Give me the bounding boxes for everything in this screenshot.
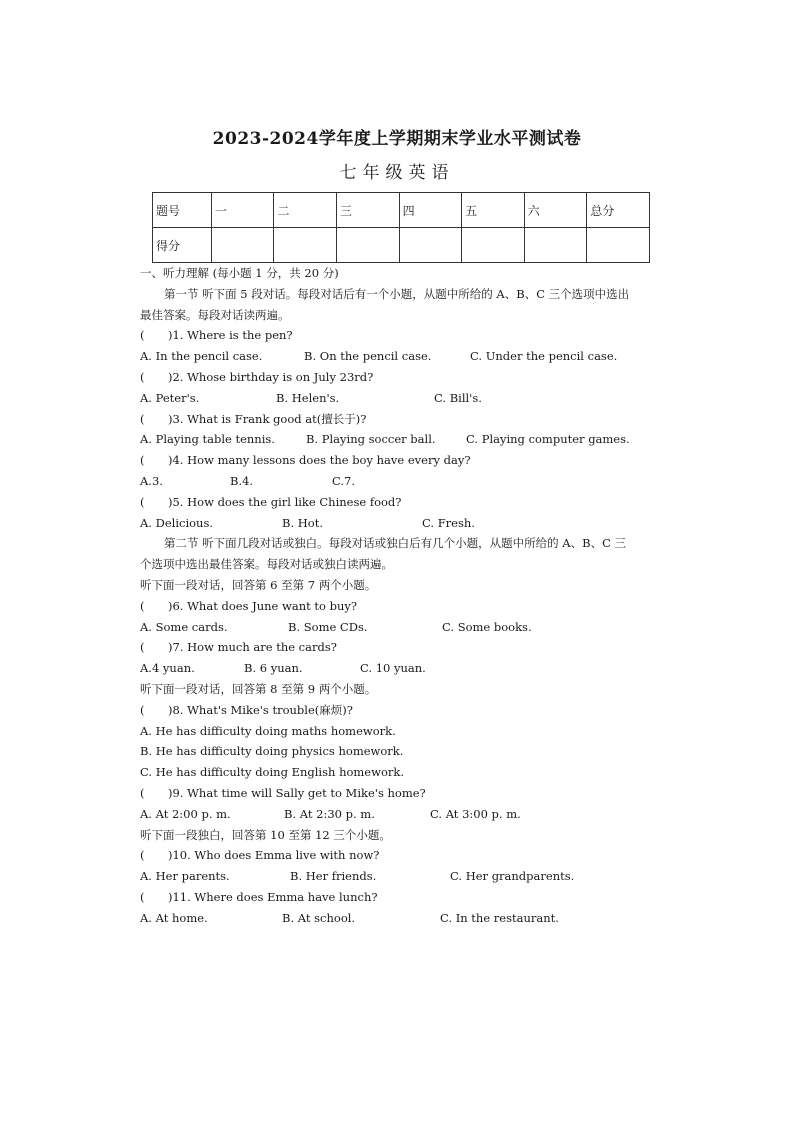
option-row [140, 866, 660, 887]
score-cell: 四 [399, 193, 462, 228]
score-input-cell[interactable] [462, 228, 525, 263]
option-row [140, 346, 660, 367]
page-subtitle: 七年级英语 [339, 163, 455, 183]
option-row [140, 429, 660, 450]
option-a: A. Her parents. [140, 869, 230, 884]
answer-blank[interactable]: ( [140, 702, 145, 717]
question-text: )1. Where is the pen? [168, 328, 293, 343]
option-row [140, 908, 660, 929]
option-a: A.4 yuan. [140, 661, 195, 676]
score-table [152, 192, 650, 263]
answer-blank[interactable]: ( [140, 889, 145, 904]
option-b: B. At school. [282, 910, 356, 925]
option-c: C. Playing computer games. [466, 432, 630, 447]
question [140, 887, 660, 908]
question-text: )9. What time will Sally get to Mike's home? [168, 785, 426, 800]
score-input-cell[interactable] [211, 228, 274, 263]
score-cell: 得分 [153, 228, 212, 263]
answer-blank[interactable]: ( [140, 785, 145, 800]
question [140, 409, 660, 430]
score-cell: 六 [524, 193, 587, 228]
score-cell: 一 [211, 193, 274, 228]
answer-blank[interactable]: ( [140, 328, 145, 343]
option-b: B. 6 yuan. [244, 661, 303, 676]
option-b: B. He has difficulty doing physics homework. [140, 744, 404, 759]
exam-content [140, 263, 660, 929]
answer-blank[interactable]: ( [140, 494, 145, 509]
score-table-score-row [153, 228, 650, 263]
answer-blank[interactable]: ( [140, 848, 145, 863]
score-cell: 总分 [587, 193, 650, 228]
score-input-cell[interactable] [524, 228, 587, 263]
answer-blank[interactable]: ( [140, 369, 145, 384]
listening-note: 听下面一段对话，回答第 6 至第 7 两个小题。 [140, 577, 377, 592]
question [140, 596, 660, 617]
option-c: C. Under the pencil case. [470, 349, 618, 364]
question [140, 450, 660, 471]
instruction-line: 第二节 听下面几段对话或独白。每段对话或独白后有几个小题，从题中所给的 A、B、C 三 [164, 536, 627, 551]
answer-blank[interactable]: ( [140, 598, 145, 613]
question-text: )8. What's Mike's trouble(麻烦)? [168, 702, 353, 717]
score-input-cell[interactable] [399, 228, 462, 263]
option-b: B. At 2:30 p. m. [284, 806, 375, 821]
question-text: )7. How much are the cards? [168, 640, 337, 655]
option-row [140, 804, 660, 825]
question [140, 637, 660, 658]
question-text: )11. Where does Emma have lunch? [168, 889, 378, 904]
option-c: C. Some books. [442, 619, 532, 634]
score-cell: 题号 [153, 193, 212, 228]
option-a: A. Peter's. [140, 390, 200, 405]
option-c: C. Her grandparents. [450, 869, 575, 884]
option-row [140, 388, 660, 409]
question [140, 783, 660, 804]
option-a: A. In the pencil case. [140, 349, 263, 364]
question [140, 700, 660, 721]
option-row [140, 471, 660, 492]
option-c: C. Fresh. [422, 515, 475, 530]
question-text: )10. Who does Emma live with now? [168, 848, 380, 863]
page-title: 2023-2024学年度上学期期末学业水平测试卷 [212, 129, 582, 149]
option-row [140, 513, 660, 534]
option-a: A. Some cards. [140, 619, 228, 634]
option-c: C. At 3:00 p. m. [430, 806, 521, 821]
answer-blank[interactable]: ( [140, 411, 145, 426]
question [140, 845, 660, 866]
option-row [140, 617, 660, 638]
score-cell: 五 [462, 193, 525, 228]
option-b: B. Some CDs. [288, 619, 368, 634]
question-text: )3. What is Frank good at(擅长于)? [168, 411, 367, 426]
question [140, 367, 660, 388]
instruction-line: 个选项中选出最佳答案。每段对话或独白读两遍。 [140, 557, 393, 572]
instruction-line: 最佳答案。每段对话读两遍。 [140, 307, 290, 322]
score-input-cell[interactable] [274, 228, 337, 263]
score-input-cell[interactable] [587, 228, 650, 263]
score-cell: 二 [274, 193, 337, 228]
option-b: B. Helen's. [276, 390, 340, 405]
option-c: C. Bill's. [434, 390, 482, 405]
option-c: C. 10 yuan. [360, 661, 426, 676]
question-text: )4. How many lessons does the boy have every day? [168, 453, 471, 468]
option-row [140, 658, 660, 679]
option-b: B. Hot. [282, 515, 323, 530]
answer-blank[interactable]: ( [140, 640, 145, 655]
option-b: B. On the pencil case. [304, 349, 432, 364]
option-c: C.7. [332, 473, 356, 488]
option-a: A. At home. [140, 910, 208, 925]
question-text: )5. How does the girl like Chinese food? [168, 494, 402, 509]
option-c: C. In the restaurant. [440, 910, 559, 925]
question-text: )6. What does June want to buy? [168, 598, 358, 613]
answer-blank[interactable]: ( [140, 453, 145, 468]
option-a: A. At 2:00 p. m. [140, 806, 231, 821]
option-a: A. He has difficulty doing maths homework. [140, 723, 396, 738]
score-table-header-row [153, 193, 650, 228]
option-a: A.3. [140, 473, 163, 488]
listening-note: 听下面一段独白，回答第 10 至第 12 三个小题。 [140, 827, 391, 842]
question [140, 492, 660, 513]
option-b: B.4. [230, 473, 254, 488]
instruction-line: 第一节 听下面 5 段对话。每段对话后有一个小题，从题中所给的 A、B、C 三个选项中选出 [164, 286, 630, 301]
section-heading: 一、听力理解 (每小题 1 分，共 20 分) [140, 266, 339, 280]
option-b: B. Her friends. [290, 869, 377, 884]
score-cell: 三 [337, 193, 400, 228]
option-c: C. He has difficulty doing English homework. [140, 765, 404, 780]
option-a: A. Playing table tennis. [140, 432, 275, 447]
question-text: )2. Whose birthday is on July 23rd? [168, 369, 374, 384]
question [140, 325, 660, 346]
option-a: A. Delicious. [140, 515, 214, 530]
option-b: B. Playing soccer ball. [306, 432, 436, 447]
listening-note: 听下面一段对话，回答第 8 至第 9 两个小题。 [140, 681, 377, 696]
score-input-cell[interactable] [337, 228, 400, 263]
